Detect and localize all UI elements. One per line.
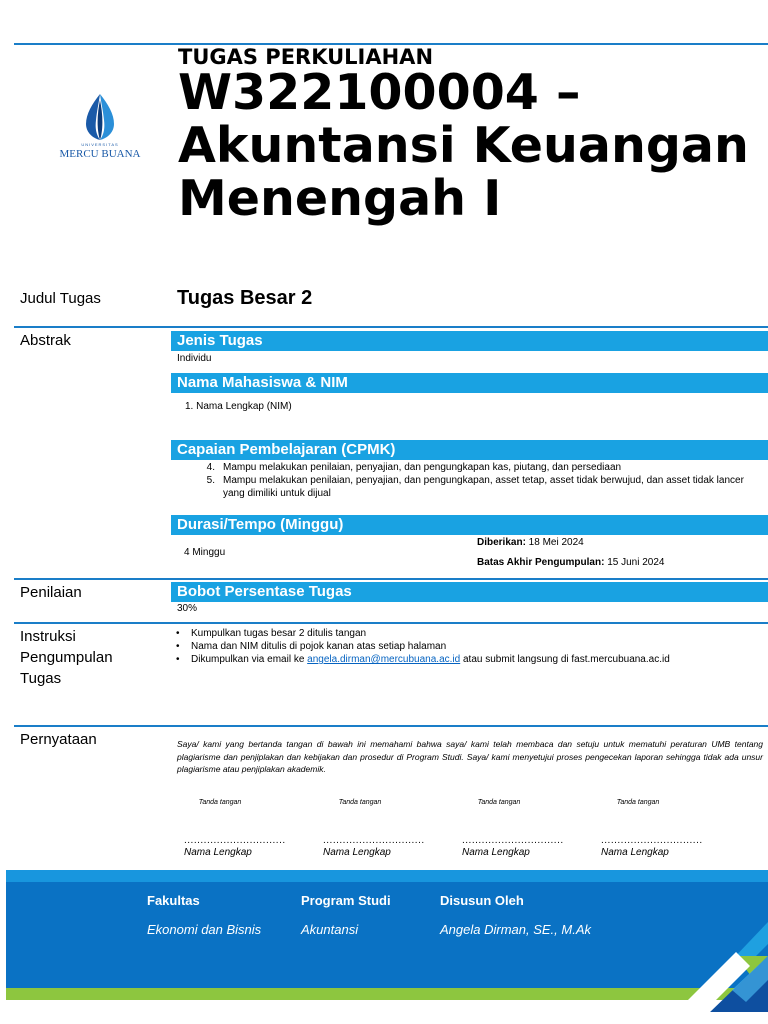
nama-item-num: 1. — [185, 401, 194, 412]
email-prefix: Dikumpulkan via email ke — [191, 654, 308, 665]
logo-university-small: UNIVERSITAS — [81, 142, 119, 147]
signature-label: Tanda tangan — [477, 799, 521, 806]
rule-abstrak — [14, 326, 768, 328]
judul-label: Judul Tugas — [20, 290, 101, 307]
bullet-icon: • — [176, 641, 180, 652]
bobot-value: 30% — [177, 603, 198, 614]
cpmk-item-text: Mampu melakukan penilaian, penyajian, dan pengungkapan, asset tetap, asset tidak berwujud, dan asset tidak lancer yang dimiliki untuk dijual — [223, 475, 744, 499]
signature-name: Nama Lengkap — [184, 847, 252, 858]
footer-corner-emblem-icon — [688, 922, 768, 1012]
batas-label: Batas Akhir Pengumpulan: — [477, 557, 605, 568]
jenis-tugas-value: Individu — [177, 353, 212, 364]
cpmk-item-num: 5. — [206, 475, 215, 486]
university-logo — [52, 90, 148, 166]
pernyataan-label: Pernyataan — [20, 731, 97, 748]
durasi-heading: Durasi/Tempo (Minggu) — [171, 515, 768, 535]
signature-name: Nama Lengkap — [462, 847, 530, 858]
signature-label: Tanda tangan — [616, 799, 660, 806]
rule-pernyataan — [14, 725, 768, 727]
prodi-label: Program Studi — [301, 893, 391, 908]
instruksi-item — [176, 640, 756, 653]
judul-value: Tugas Besar 2 — [177, 287, 313, 309]
signature-name: Nama Lengkap — [601, 847, 669, 858]
cpmk-list — [178, 461, 753, 500]
fakultas-label: Fakultas — [147, 893, 200, 908]
instruksi-label-line: Pengumpulan — [20, 649, 113, 666]
cpmk-heading: Capaian Pembelajaran (CPMK) — [171, 440, 768, 460]
instruksi-list — [176, 627, 756, 666]
bullet-icon: • — [176, 628, 180, 639]
instruksi-item-text: Kumpulkan tugas besar 2 ditulis tangan — [191, 628, 367, 639]
fakultas-value: Ekonomi dan Bisnis — [147, 922, 262, 937]
cpmk-item-num: 4. — [206, 462, 215, 473]
footer-band — [6, 870, 768, 988]
diberikan-date — [477, 536, 584, 549]
signature-block — [310, 799, 435, 869]
bullet-icon: • — [176, 654, 180, 665]
mercu-buana-logo-icon — [52, 90, 148, 142]
signature-block — [449, 799, 574, 869]
instruksi-label — [20, 626, 113, 689]
signature-line: ............................... — [462, 835, 564, 846]
logo-university-name: MERCU BUANA — [59, 148, 141, 160]
disusun-value: Angela Dirman, SE., M.Ak — [440, 922, 591, 937]
signature-line: ............................... — [601, 835, 703, 846]
signature-name: Nama Lengkap — [323, 847, 391, 858]
instruksi-label-line: Instruksi — [20, 628, 76, 645]
nama-mahasiswa-heading: Nama Mahasiswa & NIM — [171, 373, 768, 393]
batas-value: 15 Juni 2024 — [604, 557, 665, 568]
rule-penilaian — [14, 578, 768, 580]
instruksi-item-text — [191, 653, 670, 666]
signature-block — [588, 799, 713, 869]
signature-label: Tanda tangan — [198, 799, 242, 806]
diberikan-label: Diberikan: — [477, 537, 526, 548]
cpmk-item — [178, 474, 753, 500]
signature-label: Tanda tangan — [338, 799, 382, 806]
pernyataan-text: Saya/ kami yang bertanda tangan di bawah ini memahami bahwa saya/ kami telah membaca dan setuju untuk mematuhi peraturan UMB tentang plagiarisme dan penjiplakan dan kebijakan dan prosedur di Program Studi. Saya/ kami menyetujui proses pengecekan laporan sehingga tidak ada unsur plagiarisme atau penjiplakan akademik. — [177, 739, 763, 774]
email-suffix: atau submit langsung di fast.mercubuana.ac.id — [460, 654, 670, 665]
batas-date — [477, 556, 665, 569]
instruksi-item — [176, 653, 756, 666]
signature-line: ............................... — [323, 835, 425, 846]
instruksi-item-text: Nama dan NIM ditulis di pojok kanan atas setiap halaman — [191, 641, 447, 652]
instruksi-label-line: Tugas — [20, 670, 62, 687]
cpmk-item-text: Mampu melakukan penilaian, penyajian, dan pengungkapan kas, piutang, dan persediaan — [223, 462, 622, 473]
bobot-heading: Bobot Persentase Tugas — [171, 582, 768, 602]
nama-item-text: Nama Lengkap (NIM) — [196, 401, 292, 412]
document-label: TUGAS PERKULIAHAN — [178, 45, 434, 69]
email-link[interactable]: angela.dirman@mercubuana.ac.id — [307, 654, 461, 665]
signature-line: ............................... — [184, 835, 286, 846]
penilaian-label: Penilaian — [20, 584, 82, 601]
instruksi-item — [176, 627, 756, 640]
disusun-label: Disusun Oleh — [440, 893, 524, 908]
nama-list-item — [185, 400, 292, 413]
abstrak-label: Abstrak — [20, 332, 71, 349]
prodi-value: Akuntansi — [301, 922, 359, 937]
durasi-value: 4 Minggu — [184, 547, 226, 558]
rule-instruksi — [14, 622, 768, 624]
footer-green-strip — [6, 988, 768, 1000]
diberikan-value: 18 Mei 2024 — [525, 537, 584, 548]
signature-block — [170, 799, 295, 869]
course-title: W322100004 – Akuntansi Keuangan Menengah I — [178, 64, 749, 227]
cpmk-item — [178, 461, 753, 474]
jenis-tugas-heading: Jenis Tugas — [171, 331, 768, 351]
